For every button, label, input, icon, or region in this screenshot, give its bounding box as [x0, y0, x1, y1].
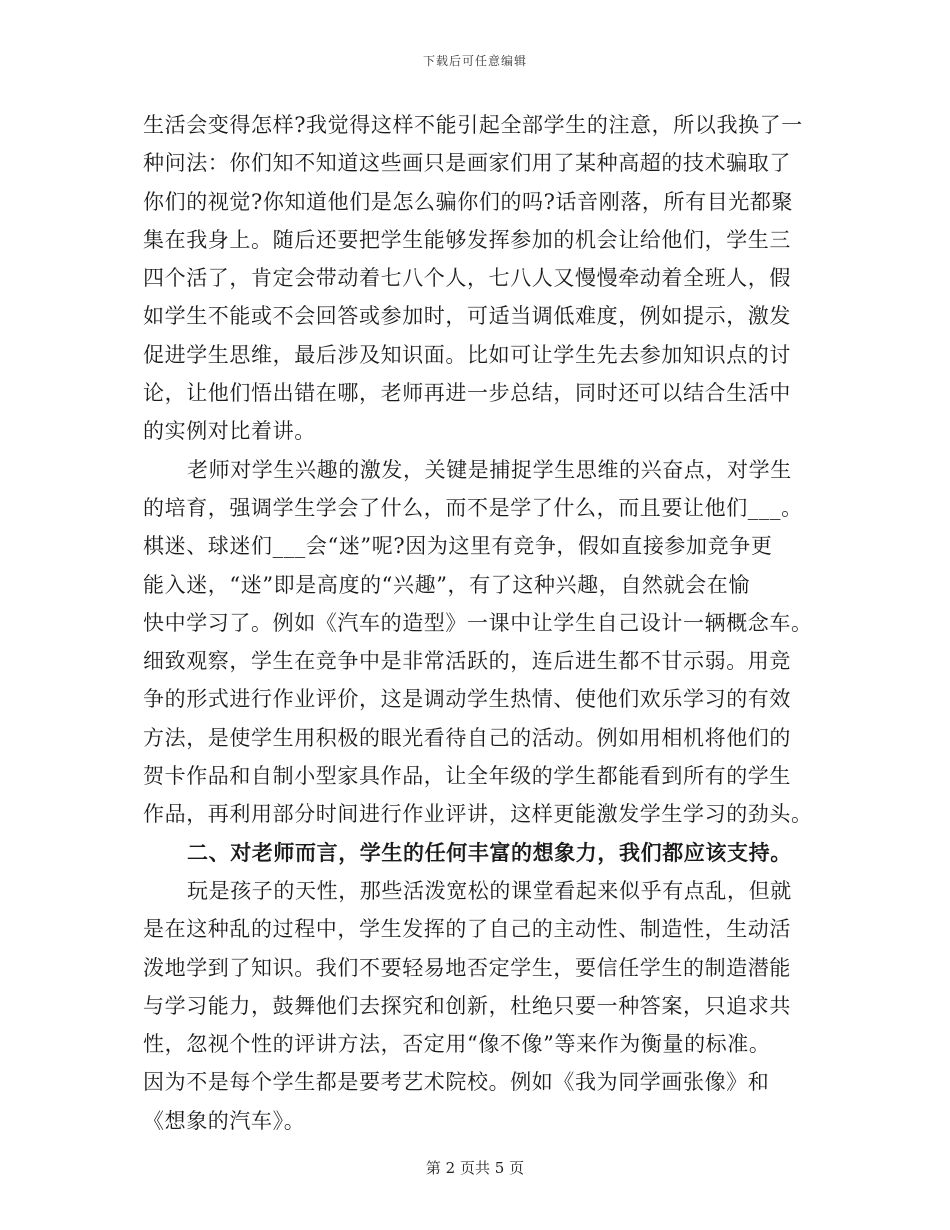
text-line: 四个活了，肯定会带动着七八个人，七八人又慢慢牵动着全班人，假	[143, 266, 791, 291]
text-line: 因为不是每个学生都是要考艺术院校。例如《我为同学画张像》和	[143, 1070, 770, 1095]
text-line: 贺卡作品和自制小型家具作品，让全年级的学生都能看到所有的学生	[143, 764, 791, 789]
text-line: 生活会变得怎样?我觉得这样不能引起全部学生的注意，所以我换了一	[143, 113, 803, 137]
text-line: 是在这种乱的过程中，学生发挥的了自己的主动性、制造性，生动活	[143, 917, 791, 942]
text-line: 方法，是使学生用积极的眼光看待自己的活动。例如用相机将他们的	[143, 725, 791, 750]
text-line: 《想象的汽车》。	[143, 1108, 306, 1133]
section-heading: 二、对老师而言，学生的任何丰富的想象力，我们都应该支持。	[187, 839, 792, 865]
page-footer: 第 2 页共 5 页	[425, 1159, 525, 1177]
text-line: 论，让他们悟出错在哪，老师再进一步总结，同时还可以结合生活中	[143, 381, 791, 406]
text-line: 你们的视觉?你知道他们是怎么骗你们的吗?话音刚落，所有目光都聚	[143, 189, 794, 214]
text-line: 细致观察，学生在竞争中是非常活跃的，连后进生都不甘示弱。用竞	[143, 649, 791, 674]
text-line: 的实例对比着讲。	[143, 419, 316, 444]
text-line: 集在我身上。随后还要把学生能够发挥参加的机会让给他们，学生三	[143, 227, 791, 252]
text-line: 能入迷，“迷”即是高度的“兴趣”，有了这种兴趣，自然就会在愉	[143, 572, 750, 597]
document-body	[143, 106, 813, 1140]
text-line: 如学生不能或不会回答或参加时，可适当调低难度，例如提示，激发	[143, 304, 791, 329]
text-line: 与学习能力，鼓舞他们去探究和创新，杜绝只要一种答案，只追求共	[143, 993, 791, 1018]
text-line: 促进学生思维，最后涉及知识面。比如可让学生先去参加知识点的讨	[143, 342, 791, 367]
paragraph-start-line: 玩是孩子的天性，那些活泼宽松的课堂看起来似乎有点乱，但就	[187, 878, 792, 903]
text-line: 性，忽视个性的评讲方法，否定用“像不像”等来作为衡量的标准。	[143, 1032, 771, 1057]
text-line: 争的形式进行作业评价，这是调动学生热情、使他们欢乐学习的有效	[143, 687, 791, 712]
text-line: 棋迷、球迷们___会“迷”呢?因为这里有竞争，假如直接参加竞争更	[143, 534, 773, 559]
text-line: 种问法：你们知不知道这些画只是画家们用了某种高超的技术骗取了	[143, 151, 791, 176]
page-header: 下载后可任意编辑	[422, 54, 527, 68]
text-line: 的培育，强调学生学会了什么，而不是学了什么，而且要让他们___。	[143, 495, 803, 520]
paragraph-start-line: 老师对学生兴趣的激发，关键是捕捉学生思维的兴奋点，对学生	[187, 457, 792, 482]
text-line: 快中学习了。例如《汽车的造型》一课中让学生自己设计一辆概念车。	[143, 610, 813, 635]
text-line: 作品，再利用部分时间进行作业评讲，这样更能激发学生学习的劲头。	[143, 802, 813, 827]
text-line: 泼地学到了知识。我们不要轻易地否定学生，要信任学生的制造潜能	[143, 955, 791, 980]
